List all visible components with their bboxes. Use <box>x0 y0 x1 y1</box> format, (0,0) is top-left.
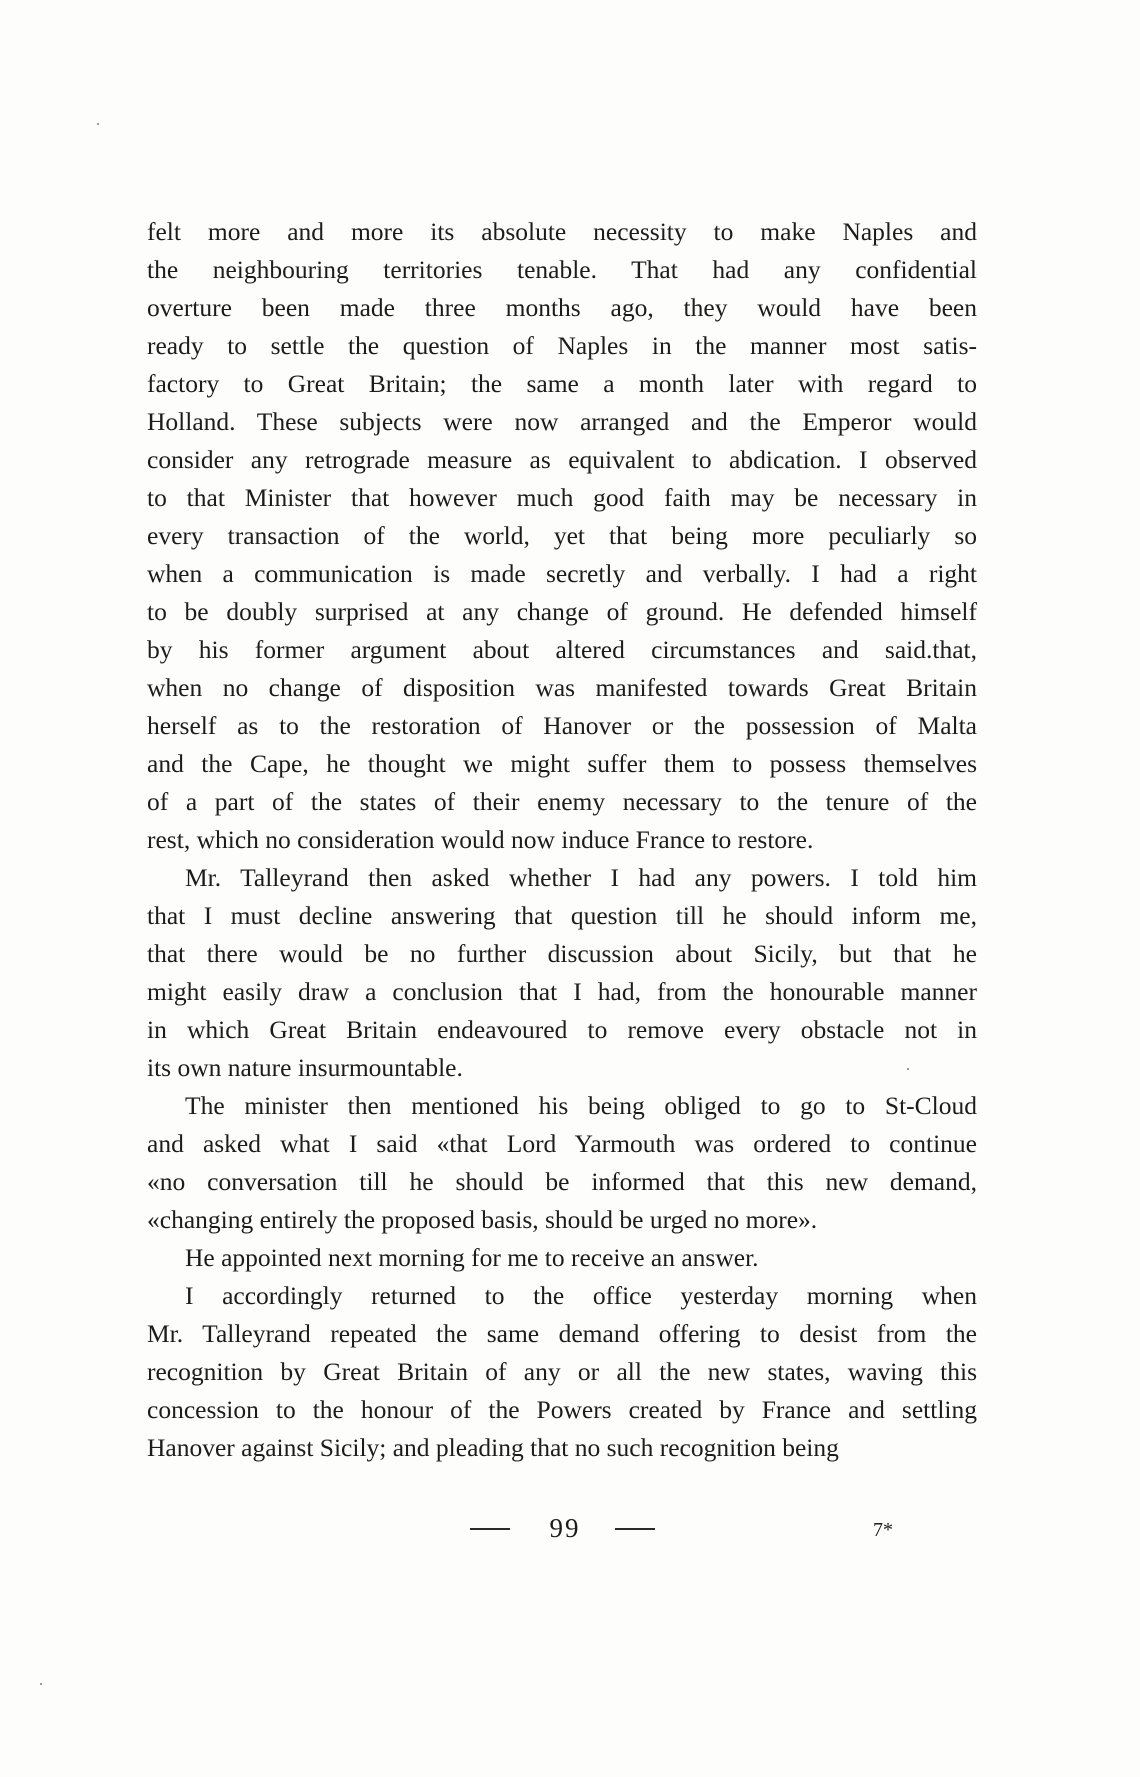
text-line: felt more and more its absolute necessity to make Naples and <box>147 217 977 246</box>
scan-speck <box>907 1068 909 1070</box>
text-line: that there would be no further discussion about Sicily, but that he <box>147 939 977 968</box>
text-line: factory to Great Britain; the same a month later with regard to <box>147 369 977 398</box>
text-line: by his former argument about altered circumstances and said.that, <box>147 635 977 664</box>
scan-speck <box>97 123 99 125</box>
scan-speck <box>40 1683 42 1685</box>
text-line: its own nature insurmountable. <box>147 1053 463 1082</box>
paragraph <box>147 1239 977 1277</box>
text-line: Hanover against Sicily; and pleading that no such recognition being <box>147 1433 839 1462</box>
text-line: the neighbouring territories tenable. That had any confidential <box>147 255 977 284</box>
signature-mark: 7* <box>873 1519 893 1541</box>
paragraph <box>147 1277 977 1467</box>
page-number-dash-right <box>615 1528 655 1530</box>
text-line: rest, which no consideration would now induce France to restore. <box>147 825 814 854</box>
text-line: to that Minister that however much good faith may be necessary in <box>147 483 977 512</box>
paragraph <box>147 1087 977 1239</box>
text-line: and asked what I said «that Lord Yarmouth was ordered to continue <box>147 1129 977 1158</box>
text-line: overture been made three months ago, they would have been <box>147 293 977 322</box>
text-line: Holland. These subjects were now arranged and the Emperor would <box>147 407 977 436</box>
paragraph <box>147 859 977 1087</box>
text-line: consider any retrograde measure as equivalent to abdication. I observed <box>147 445 977 474</box>
text-line: when a communication is made secretly and verbally. I had a right <box>147 559 977 588</box>
text-line: I accordingly returned to the office yesterday morning when <box>185 1281 977 1310</box>
page-footer <box>0 1508 1140 1548</box>
paragraph <box>147 213 977 859</box>
text-line: and the Cape, he thought we might suffer them to possess themselves <box>147 749 977 778</box>
text-line: of a part of the states of their enemy necessary to the tenure of the <box>147 787 977 816</box>
text-line: might easily draw a conclusion that I had, from the honourable manner <box>147 977 977 1006</box>
text-line: herself as to the restoration of Hanover or the possession of Malta <box>147 711 977 740</box>
text-line: concession to the honour of the Powers created by France and settling <box>147 1395 977 1424</box>
body-text <box>147 213 977 1467</box>
text-line: «changing entirely the proposed basis, should be urged no more». <box>147 1205 818 1234</box>
text-line: recognition by Great Britain of any or all the new states, waving this <box>147 1357 977 1386</box>
page-number-dash-left <box>470 1528 510 1530</box>
text-line: Mr. Talleyrand then asked whether I had any powers. I told him <box>185 863 977 892</box>
text-line: in which Great Britain endeavoured to remove every obstacle not in <box>147 1015 977 1044</box>
text-line: that I must decline answering that question till he should inform me, <box>147 901 977 930</box>
text-line: when no change of disposition was manifested towards Great Britain <box>147 673 977 702</box>
text-line: He appointed next morning for me to receive an answer. <box>185 1243 759 1272</box>
text-line: every transaction of the world, yet that being more peculiarly so <box>147 521 977 550</box>
text-line: «no conversation till he should be informed that this new demand, <box>147 1167 977 1196</box>
text-line: The minister then mentioned his being obliged to go to St-Cloud <box>185 1091 977 1120</box>
text-line: to be doubly surprised at any change of ground. He defended himself <box>147 597 977 626</box>
text-line: Mr. Talleyrand repeated the same demand offering to desist from the <box>147 1319 977 1348</box>
page-number: 99 <box>549 1513 581 1543</box>
text-line: ready to settle the question of Naples in the manner most satis- <box>147 331 977 360</box>
